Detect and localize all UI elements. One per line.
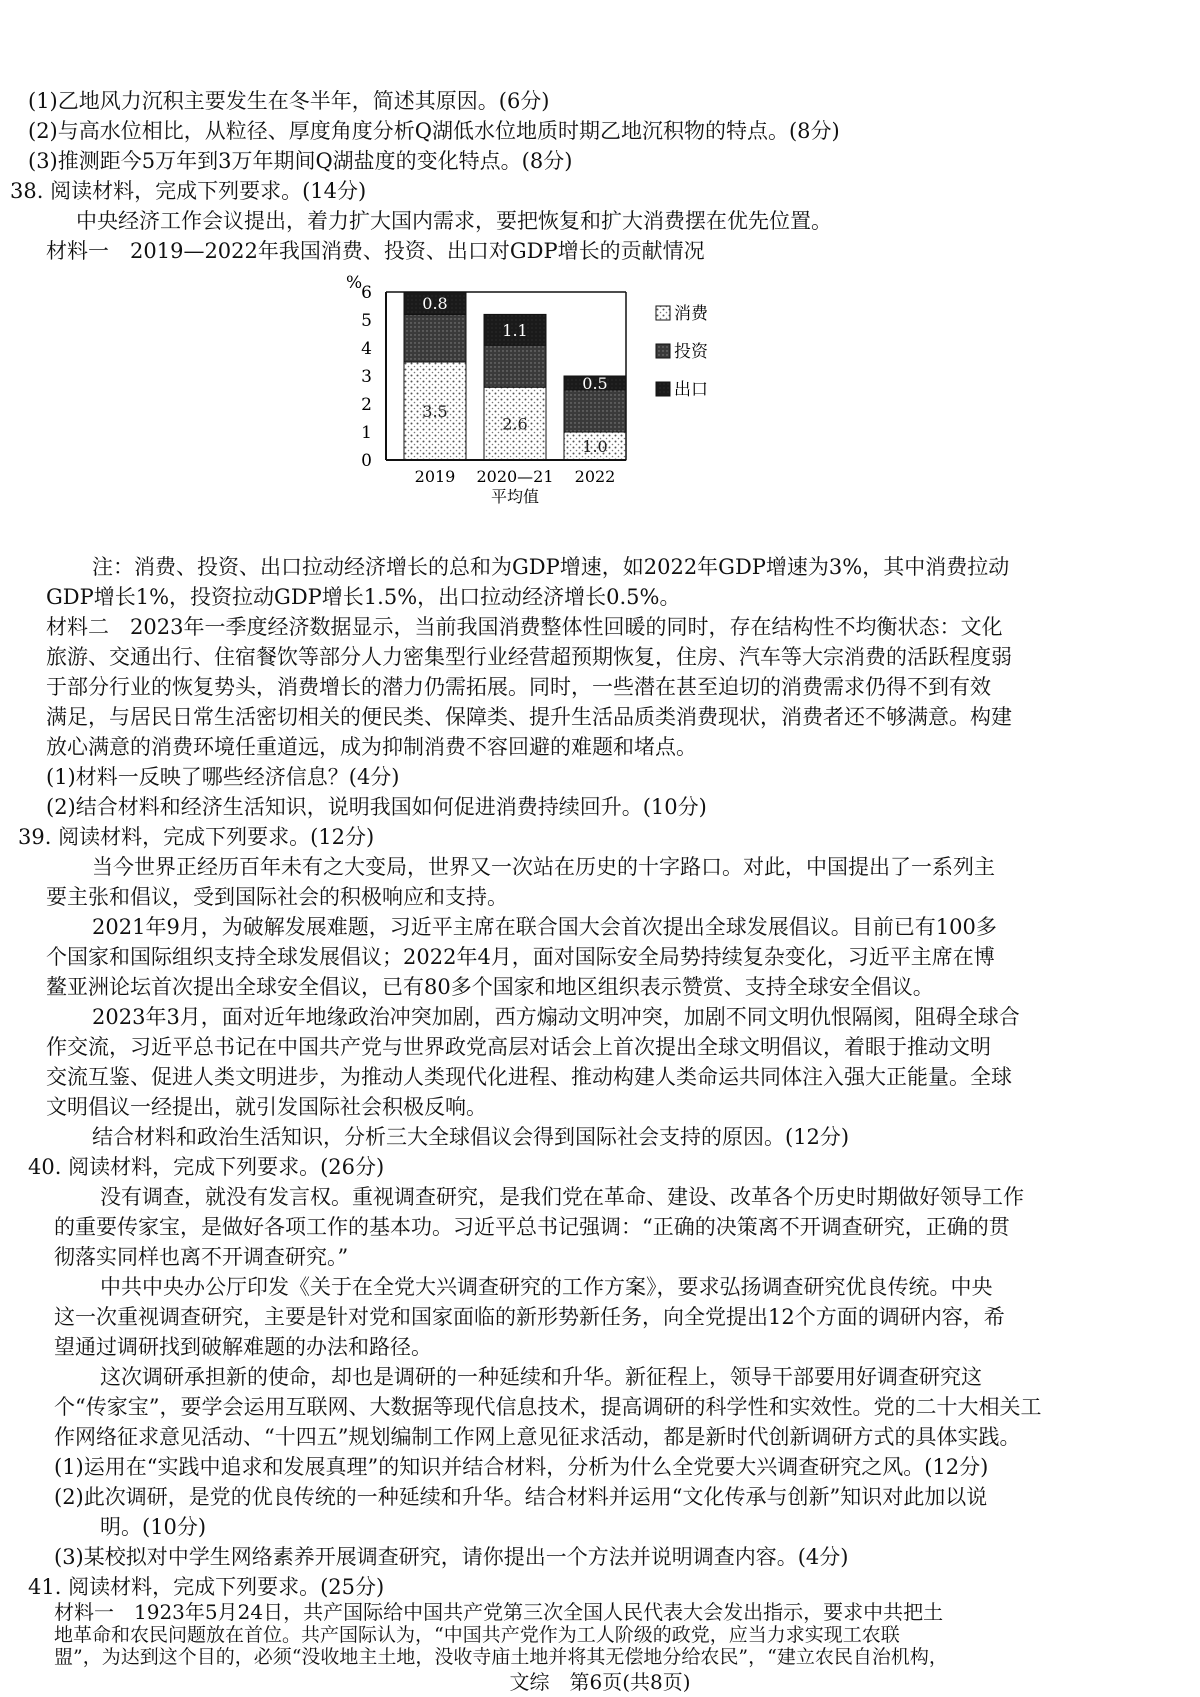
q38-material1-title: 材料一 2019—2022年我国消费、投资、出口对GDP增长的贡献情况 (46, 239, 705, 263)
q40-ask3: (3)某校拟对中学生网络素养开展调查研究，请你提出一个方法并说明调查内容。(4分) (54, 1545, 849, 1569)
legend-swatch (656, 306, 670, 320)
q41-heading: 41. 阅读材料，完成下列要求。(25分) (28, 1575, 385, 1599)
q37-sub2: (2)与高水位相比，从粒径、厚度角度分析Q湖低水位地质时期乙地沉积物的特点。(8分) (28, 119, 840, 143)
y-tick-label: 4 (361, 339, 372, 359)
x-labels (415, 467, 616, 506)
contribution-bar-chart (346, 273, 810, 548)
y-tick-label: 5 (361, 311, 372, 331)
x-tick-label: 2019 (414, 467, 456, 486)
q40-line2: 的重要传家宝，是做好各项工作的基本功。习近平总书记强调：“正确的决策离不开调查研究，正确的贯 (54, 1215, 1010, 1239)
q39-line8: 交流互鉴、促进人类文明进步，为推动人类现代化进程、推动构建人类命运共同体注入强大正能量。全球 (46, 1065, 1012, 1089)
legend-swatch (656, 344, 670, 358)
q39-line5: 鳌亚洲论坛首次提出全球安全倡议，已有80多个国家和地区组织表示赞赏、支持全球安全倡议。 (46, 975, 934, 999)
bar-segment-投资 (404, 314, 466, 362)
q39-line6: 2023年3月，面对近年地缘政治冲突加剧，西方煽动文明冲突，加剧不同文明仇恨隔阂，阻碍全球合 (92, 1005, 1020, 1029)
bar-data-label: 0.8 (422, 294, 448, 314)
y-tick-label: 6 (361, 283, 372, 303)
q39-line9: 文明倡议一经提出，就引发国际社会积极反响。 (46, 1095, 487, 1119)
q40-ask2-cont: 明。(10分) (100, 1515, 207, 1539)
q37-sub1: (1)乙地风力沉积主要发生在冬半年，简述其原因。(6分) (28, 89, 550, 113)
y-ticks (361, 283, 372, 471)
bar-data-label: 3.5 (422, 402, 448, 421)
bar-segment-投资 (564, 390, 626, 432)
q39-heading: 39. 阅读材料，完成下列要求。(12分) (18, 825, 375, 849)
material2-line2: 旅游、交通出行、住宿餐饮等部分人力密集型行业经营超预期恢复，住房、汽车等大宗消费的活跃程度弱 (46, 645, 1012, 669)
q39-line7: 作交流，习近平总书记在中国共产党与世界政党高层对话会上首次提出全球文明倡议，着眼于推动文明 (46, 1035, 991, 1059)
q41-line3: 盟”，为达到这个目的，必须“没收地主土地，没收寺庙土地并将其无偿地分给农民”，“建立农民自治机构， (54, 1646, 948, 1668)
note-line2: GDP增长1%，投资拉动GDP增长1.5%，出口拉动经济增长0.5%。 (46, 585, 681, 609)
x-tick-label: 2022 (574, 467, 616, 486)
bar-segment-投资 (484, 345, 546, 387)
note-line1: 注：消费、投资、出口拉动经济增长的总和为GDP增速，如2022年GDP增速为3%，其中消费拉动 (92, 555, 1010, 579)
bar-data-label: 1.1 (502, 320, 528, 340)
q40-line4: 中共中央办公厅印发《关于在全党大兴调查研究的工作方案》，要求弘扬调查研究优良传统。中央 (100, 1275, 993, 1299)
x-tick-sublabel: 平均值 (490, 487, 540, 506)
q40-line8: 个“传家宝”，要学会运用互联网、大数据等现代信息技术，提高调研的科学性和实效性。党的二十大相关工 (54, 1395, 1042, 1419)
q39-line1: 当今世界正经历百年未有之大变局，世界又一次站在历史的十字路口。对此，中国提出了一系列主 (92, 855, 995, 879)
q38-ask2: (2)结合材料和经济生活知识，说明我国如何促进消费持续回升。(10分) (46, 795, 707, 819)
q38-ask1: (1)材料一反映了哪些经济信息？(4分) (46, 765, 400, 789)
material2-line5: 放心满意的消费环境任重道远，成为抑制消费不容回避的难题和堵点。 (46, 735, 697, 759)
y-tick-label: 1 (361, 423, 372, 443)
q39-line4: 个国家和国际组织支持全球发展倡议；2022年4月，面对国际安全局势持续复杂变化，习近平主席在博 (46, 945, 995, 969)
q39-line2: 要主张和倡议，受到国际社会的积极响应和支持。 (46, 885, 508, 909)
page-footer: 文综 第6页(共8页) (509, 1670, 691, 1694)
y-tick-label: 3 (361, 367, 372, 387)
y-axis-label: % (346, 273, 363, 293)
q39-ask: 结合材料和政治生活知识，分析三大全球倡议会得到国际社会支持的原因。(12分) (92, 1125, 850, 1149)
q40-line1: 没有调查，就没有发言权。重视调查研究，是我们党在革命、建设、改革各个历史时期做好领导工作 (100, 1185, 1024, 1209)
material2-line4: 满足，与居民日常生活密切相关的便民类、保障类、提升生活品质类消费现状，消费者还不够满意。构建 (46, 705, 1012, 729)
legend-label: 投资 (674, 342, 708, 362)
q38-heading: 38. 阅读材料，完成下列要求。(14分) (10, 179, 367, 203)
y-tick-label: 0 (361, 451, 372, 471)
q41-line2: 地革命和农民问题放在首位。共产国际认为，“中国共产党作为工人阶级的政党，应当力求实现工农联 (54, 1624, 900, 1646)
q39-line3: 2021年9月，为破解发展难题，习近平主席在联合国大会首次提出全球发展倡议。目前已有100多 (92, 915, 997, 939)
bar-data-label: 0.5 (582, 374, 608, 393)
q40-line7: 这次调研承担新的使命，却也是调研的一种延续和升华。新征程上，领导干部要用好调查研究这 (100, 1365, 982, 1389)
q37-sub3: (3)推测距今5万年到3万年期间Q湖盐度的变化特点。(8分) (28, 149, 573, 173)
material2-line1: 材料二 2023年一季度经济数据显示，当前我国消费整体性回暖的同时，存在结构性不均衡状态：文化 (46, 615, 1003, 639)
q40-line6: 望通过调研找到破解难题的办法和路径。 (54, 1335, 432, 1359)
x-tick-label: 2020—21 (476, 467, 554, 486)
bar-data-label: 2.6 (502, 414, 528, 434)
q40-heading: 40. 阅读材料，完成下列要求。(26分) (28, 1155, 385, 1179)
bar-data-label: 1.0 (582, 437, 608, 456)
q40-line3: 彻落实同样也离不开调查研究。” (54, 1245, 349, 1269)
chart-legend (656, 304, 709, 400)
q40-ask1: (1)运用在“实践中追求和发展真理”的知识并结合材料，分析为什么全党要大兴调查研究之风。(12分) (54, 1455, 989, 1479)
q40-line5: 这一次重视调查研究，主要是针对党和国家面临的新形势新任务，向全党提出12个方面的调研内容，希 (54, 1305, 1005, 1329)
bars (404, 292, 626, 460)
q41-line1: 材料一 1923年5月24日，共产国际给中国共产党第三次全国人民代表大会发出指示，要求中共把土 (54, 1600, 944, 1624)
q40-ask2: (2)此次调研，是党的优良传统的一种延续和升华。结合材料并运用“文化传承与创新”知识对此加以说 (54, 1485, 988, 1509)
legend-swatch (656, 382, 670, 396)
material2-line3: 于部分行业的恢复势头，消费增长的潜力仍需拓展。同时，一些潜在甚至迫切的消费需求仍得不到有效 (46, 675, 991, 699)
q40-line9: 作网络征求意见活动、“十四五”规划编制工作网上意见征求活动，都是新时代创新调研方式的具体实践。 (54, 1425, 1021, 1449)
legend-label: 消费 (674, 304, 708, 324)
q38-intro: 中央经济工作会议提出，着力扩大国内需求，要把恢复和扩大消费摆在优先位置。 (76, 209, 832, 233)
y-tick-label: 2 (361, 395, 372, 415)
legend-label: 出口 (674, 380, 708, 400)
